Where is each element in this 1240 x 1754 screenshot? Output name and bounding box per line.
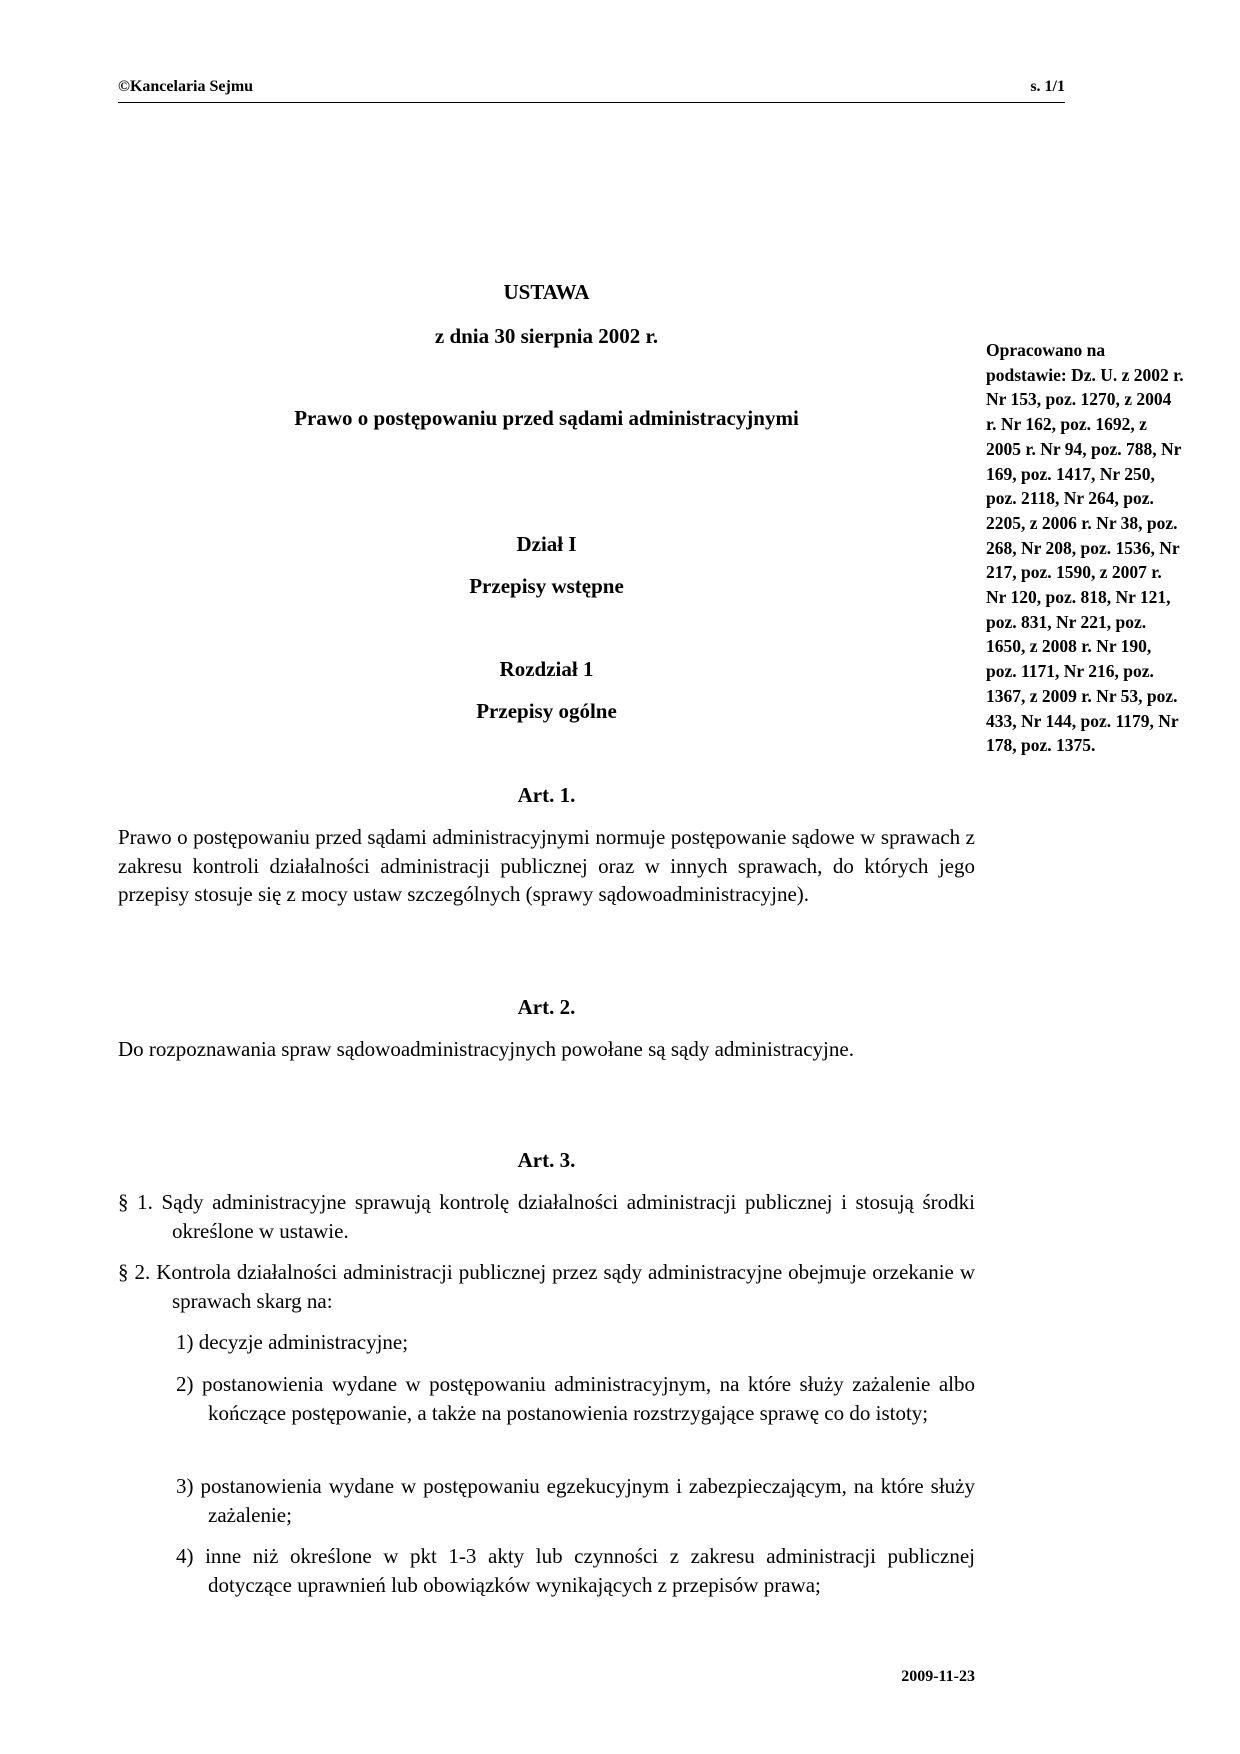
article-2-text: Do rozpoznawania spraw sądowoadministracyjnych powołane są sądy administracyjne. bbox=[118, 1037, 854, 1061]
act-name: Prawo o postępowaniu przed sądami administracyjnymi bbox=[294, 406, 799, 430]
chapter-name: Przepisy ogólne bbox=[476, 699, 617, 723]
act-type: USTAWA bbox=[503, 280, 590, 304]
article-3-section-1: § 1. Sądy administracyjne sprawują kontrolę działalności administracji publicznej i stosują środki określone w ustawie. bbox=[118, 1190, 975, 1243]
page-number: s. 1/1 bbox=[1030, 78, 1065, 95]
article-2-heading: Art. 2. bbox=[517, 995, 576, 1019]
article-3-point-2: 2) postanowienia wydane w postępowaniu administracyjnym, na które służy zażalenie albo kończące postępowanie, a także na postanowienia rozstrzygające sprawę co do istoty; bbox=[176, 1372, 975, 1425]
act-date: z dnia 30 sierpnia 2002 r. bbox=[434, 324, 659, 348]
article-1-text: Prawo o postępowaniu przed sądami administracyjnymi normuje postępowanie sądowe w sprawach z zakresu kontroli działalności administracji publicznej oraz w innych sprawach, do których jego przepisy stosuje się z mocy ustaw szczególnych (sprawy sądowoadministracyjne). bbox=[118, 825, 975, 906]
document-date: 2009-11-23 bbox=[901, 1668, 975, 1685]
division-name: Przepisy wstępne bbox=[469, 574, 624, 598]
article-3-point-3: 3) postanowienia wydane w postępowaniu egzekucyjnym i zabezpieczającym, na które służy zażalenie; bbox=[176, 1474, 975, 1527]
article-3-section-2: § 2. Kontrola działalności administracji publicznej przez sądy administracyjne obejmuje orzekanie w sprawach skarg na: bbox=[118, 1260, 975, 1313]
article-3-point-1: 1) decyzje administracyjne; bbox=[176, 1330, 409, 1354]
division-label: Dział I bbox=[516, 532, 577, 556]
article-3-heading: Art. 3. bbox=[517, 1148, 576, 1172]
article-1-heading: Art. 1. bbox=[517, 783, 576, 807]
chapter-label: Rozdział 1 bbox=[499, 657, 594, 681]
publisher-label: ©Kancelaria Sejmu bbox=[118, 78, 254, 95]
page-header bbox=[118, 78, 1065, 103]
source-sidenote: Opracowano na podstawie: Dz. U. z 2002 r. Nr 153, poz. 1270, z 2004 r. Nr 162, poz. 1692, z 2005 r. Nr 94, poz. 788, Nr 169, poz. 1417, Nr 250, poz. 2118, Nr 264, poz. 2205, z 2006 r. Nr 38, poz. 268, Nr 208, poz. 1536, Nr 217, poz. 1590, z 2007 r. Nr 120, poz. 818, Nr 121, poz. 831, Nr 221, poz. 1650, z 2008 r. Nr 190, poz. 1171, Nr 216, poz. 1367, z 2009 r. Nr 53, poz. 433, Nr 144, poz. 1179, Nr 178, poz. 1375. bbox=[986, 340, 1184, 756]
article-3-point-4: 4) inne niż określone w pkt 1-3 akty lub czynności z zakresu administracji publicznej dotyczące uprawnień lub obowiązków wynikających z przepisów prawa; bbox=[176, 1544, 975, 1597]
